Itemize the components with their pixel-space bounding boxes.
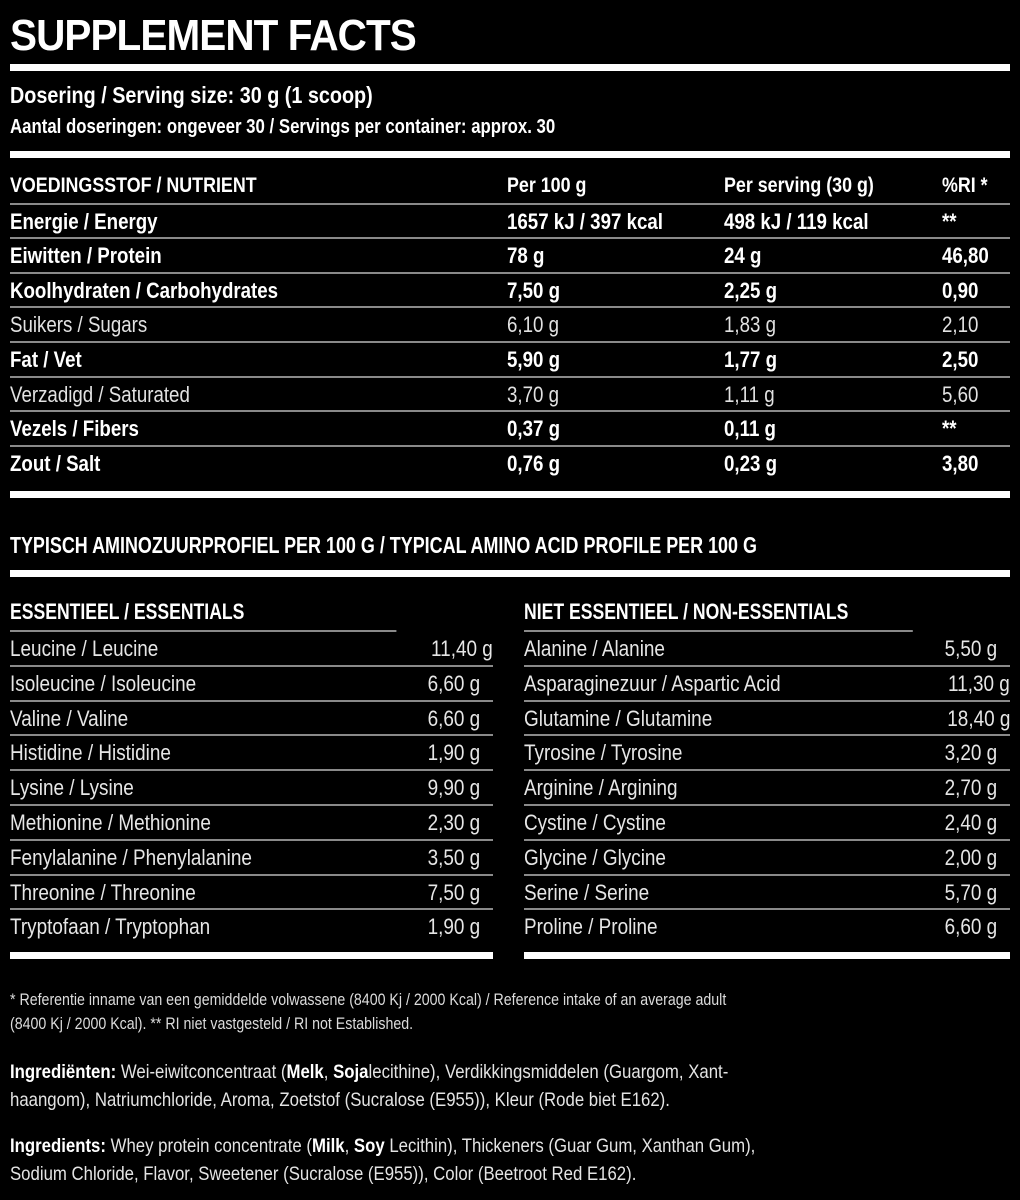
amino-row <box>10 736 493 771</box>
nutrient-name: Fat / Vet <box>10 346 82 372</box>
nutrition-row-fat <box>10 343 1010 378</box>
amino-title-divider <box>10 570 1010 577</box>
amino-name: Leucine / Leucine <box>10 636 159 661</box>
nutrition-row-saturated <box>10 378 1010 413</box>
serving-size: Dosering / Serving size: 30 g (1 scoop) <box>10 82 373 108</box>
nutrient-per-serving: 0,23 g <box>724 450 778 476</box>
nutrient-per-100g: 78 g <box>507 243 545 269</box>
nutrient-per-100g: 7,50 g <box>507 277 561 303</box>
non-essentials-bottom-divider <box>524 952 1010 959</box>
ingredients-nl-line-2: haangom), Natriumchloride, Aroma, Zoetstof (Sucralose (E955)), Kleur (Rode biet E162). <box>10 1089 670 1111</box>
amino-row <box>524 667 1010 702</box>
ingredients-en-line-2: Sodium Chloride, Flavor, Sweetener (Sucralose (E955)), Color (Beetroot Red E162). <box>10 1163 637 1185</box>
amino-name: Isoleucine / Isoleucine <box>10 670 197 696</box>
amino-row <box>524 910 1010 945</box>
amino-value: 11,40 g <box>431 636 493 661</box>
serving-divider <box>10 151 1010 158</box>
amino-name: Alanine / Alanine <box>524 636 665 661</box>
amino-name: Serine / Serine <box>524 879 650 905</box>
amino-value: 6,60 g <box>427 705 480 731</box>
nutrient-ri: 2,50 <box>942 346 979 372</box>
amino-value: 18,40 g <box>946 705 1010 731</box>
amino-name: Glutamine / Glutamine <box>524 705 713 731</box>
amino-value: 7,50 g <box>427 879 480 905</box>
header-ri: %RI * <box>942 174 988 197</box>
header-per-serving: Per serving (30 g) <box>724 174 874 197</box>
amino-value: 2,70 g <box>944 775 997 801</box>
nutrient-per-100g: 3,70 g <box>507 381 559 407</box>
amino-name: Fenylalanine / Phenylalanine <box>10 844 252 870</box>
nutrient-per-100g: 5,90 g <box>507 346 561 372</box>
amino-name: Tryptofaan / Tryptophan <box>10 914 211 940</box>
amino-value: 9,90 g <box>427 775 480 801</box>
amino-row <box>10 806 493 841</box>
nutrient-per-serving: 1,11 g <box>724 381 775 407</box>
page-title: SUPPLEMENT FACTS <box>10 11 416 60</box>
nutrition-table <box>10 170 1010 481</box>
nutrient-per-serving: 1,83 g <box>724 312 776 338</box>
ingredients-english <box>10 1132 1008 1188</box>
ingredients-text: Lecithin), Thickeners (Guar Gum, Xanthan Gum), <box>384 1135 756 1157</box>
header-nutrient: VOEDINGSSTOF / NUTRIENT <box>10 174 257 197</box>
amino-value: 3,20 g <box>944 740 997 766</box>
footnote-line-2: (8400 Kj / 2000 Kcal). ** RI niet vastgesteld / RI not Established. <box>10 1015 414 1033</box>
nutrient-per-100g: 6,10 g <box>507 312 559 338</box>
nutrient-ri: 5,60 <box>942 381 979 407</box>
amino-value: 6,60 g <box>944 914 997 940</box>
header-per-100g: Per 100 g <box>507 174 587 197</box>
ingredients-text: Whey protein concentrate ( <box>105 1135 312 1157</box>
amino-row <box>10 910 493 945</box>
amino-row <box>10 841 493 876</box>
nutrition-row-fibers <box>10 412 1010 447</box>
nutrient-ri: 46,80 <box>942 243 989 269</box>
nutrient-ri: 2,10 <box>942 312 979 338</box>
amino-row <box>524 806 1010 841</box>
nutrient-name: Suikers / Sugars <box>10 312 148 338</box>
non-essentials-column <box>524 596 1010 945</box>
ingredients-text: , <box>344 1135 354 1157</box>
amino-name: Glycine / Glycine <box>524 844 666 870</box>
non-essentials-heading: NIET ESSENTIEEL / NON-ESSENTIALS <box>524 596 913 632</box>
nutrient-ri: ** <box>942 416 957 442</box>
amino-name: Methionine / Methionine <box>10 809 211 835</box>
nutrient-per-serving: 0,11 g <box>724 416 776 442</box>
nutrient-name: Eiwitten / Protein <box>10 243 162 269</box>
nutrient-per-100g: 0,37 g <box>507 416 561 442</box>
nutrient-name: Zout / Salt <box>10 450 101 476</box>
amino-name: Proline / Proline <box>524 914 658 940</box>
nutrient-ri: 0,90 <box>942 277 979 303</box>
title-divider <box>10 64 1010 71</box>
amino-row <box>524 876 1010 911</box>
nutrient-ri: ** <box>942 208 957 234</box>
amino-row <box>10 771 493 806</box>
amino-row <box>524 736 1010 771</box>
amino-name: Asparaginezuur / Aspartic Acid <box>524 670 781 696</box>
amino-name: Lysine / Lysine <box>10 775 134 801</box>
amino-value: 3,50 g <box>427 844 480 870</box>
nutrition-row-sugars <box>10 308 1010 343</box>
allergen-soy: Soy <box>353 1135 385 1157</box>
nutrient-name: Koolhydraten / Carbohydrates <box>10 277 279 303</box>
amino-row <box>524 771 1010 806</box>
amino-name: Threonine / Threonine <box>10 879 196 905</box>
nutrient-per-serving: 1,77 g <box>724 346 778 372</box>
amino-value: 1,90 g <box>427 740 480 766</box>
essentials-bottom-divider <box>10 952 493 959</box>
nutrition-header-row <box>10 170 1010 205</box>
amino-profile-title: TYPISCH AMINOZUURPROFIEL PER 100 G / TYPICAL AMINO ACID PROFILE PER 100 G <box>10 532 757 558</box>
ingredients-en-label: Ingredients: <box>10 1135 106 1157</box>
nutrient-name: Vezels / Fibers <box>10 416 139 442</box>
amino-name: Cystine / Cystine <box>524 809 666 835</box>
ingredients-text: lecithine), Verdikkingsmiddelen (Guargom, Xant- <box>368 1061 729 1083</box>
amino-value: 6,60 g <box>427 670 480 696</box>
footnote-line-1: * Referentie inname van een gemiddelde volwassene (8400 Kj / 2000 Kcal) / Reference intake of an average adult <box>10 991 727 1009</box>
amino-name: Arginine / Argining <box>524 775 678 801</box>
essentials-heading: ESSENTIEEL / ESSENTIALS <box>10 596 396 632</box>
amino-value: 2,00 g <box>944 844 997 870</box>
ingredients-text: Wei-eiwitconcentraat ( <box>116 1061 287 1083</box>
nutrient-per-serving: 2,25 g <box>724 277 778 303</box>
nutrition-row-protein <box>10 239 1010 274</box>
amino-name: Valine / Valine <box>10 705 129 731</box>
amino-row <box>524 702 1010 737</box>
amino-name: Tyrosine / Tyrosine <box>524 740 683 766</box>
nutrient-ri: 3,80 <box>942 450 979 476</box>
amino-value: 2,30 g <box>427 809 480 835</box>
nutrition-row-carbohydrates <box>10 274 1010 309</box>
ri-footnote <box>10 988 1008 1036</box>
amino-row <box>524 841 1010 876</box>
allergen-soy: Soja <box>333 1061 369 1083</box>
amino-value: 5,50 g <box>944 636 997 661</box>
ingredients-nl-label: Ingrediënten: <box>10 1061 117 1083</box>
amino-name: Histidine / Histidine <box>10 740 171 766</box>
amino-row <box>10 876 493 911</box>
ingredients-dutch <box>10 1058 1008 1114</box>
amino-value: 1,90 g <box>427 914 480 940</box>
nutrient-name: Energie / Energy <box>10 208 158 234</box>
nutrient-per-serving: 24 g <box>724 243 762 269</box>
allergen-milk: Melk <box>286 1061 324 1083</box>
nutrition-row-energy <box>10 205 1010 240</box>
nutrient-per-serving: 498 kJ / 119 kcal <box>724 208 869 234</box>
allergen-milk: Milk <box>311 1135 345 1157</box>
nutrition-row-salt <box>10 447 1010 482</box>
amino-value: 5,70 g <box>944 879 997 905</box>
nutrient-name: Verzadigd / Saturated <box>10 381 190 407</box>
amino-value: 2,40 g <box>944 809 997 835</box>
amino-row <box>10 632 493 667</box>
nutrient-per-100g: 1657 kJ / 397 kcal <box>507 208 663 234</box>
nutrient-per-100g: 0,76 g <box>507 450 561 476</box>
servings-per-container: Aantal doseringen: ongeveer 30 / Servings per container: approx. 30 <box>10 116 556 138</box>
essentials-column <box>10 596 493 945</box>
ingredients-text: , <box>323 1061 334 1083</box>
nutrition-divider <box>10 491 1010 498</box>
amino-row <box>10 702 493 737</box>
amino-row <box>524 632 1010 667</box>
amino-row <box>10 667 493 702</box>
amino-value: 11,30 g <box>948 670 1010 696</box>
